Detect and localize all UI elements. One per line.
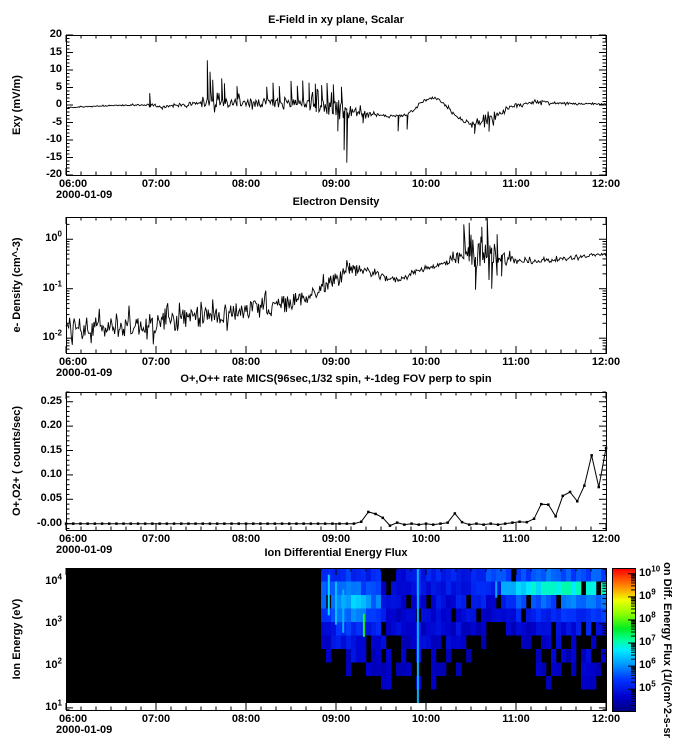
- x-tick-label: 07:00: [141, 178, 171, 190]
- panel-title-efield: E-Field in xy plane, Scalar: [268, 14, 404, 26]
- y-tick-label: $10^1$: [45, 698, 62, 713]
- x-tick-label: 11:00: [502, 713, 530, 725]
- y-axis-label-efield: Exy (mV/m): [11, 75, 23, 135]
- date-label: 2000-01-09: [56, 544, 113, 556]
- x-tick-label: 09:00: [321, 533, 351, 545]
- x-tick-label: 12:00: [591, 356, 621, 368]
- y-tick-label: $10^3$: [45, 614, 62, 629]
- colorbar-label: on Diff. Energy Flux (1/(cm^2-s-sr: [661, 562, 673, 738]
- panel-title-orate: O+,O++ rate MICS(96sec,1/32 spin, +-1deg FOV perp to spin: [180, 373, 492, 385]
- x-tick-label: 07:00: [141, 356, 171, 368]
- x-tick-label: 09:00: [321, 178, 351, 190]
- y-tick-label: -10: [46, 133, 62, 145]
- x-tick-label: 06:00: [59, 533, 88, 545]
- x-tick-label: 06:00: [59, 356, 88, 368]
- y-tick-label: 5: [55, 80, 62, 93]
- x-tick-label: 10:00: [411, 178, 441, 190]
- y-tick-label: 15: [49, 45, 62, 58]
- x-tick-label: 12:00: [591, 178, 621, 190]
- x-tick-label: 12:00: [591, 713, 621, 725]
- y-tick-label: $10^{-1}$: [42, 279, 62, 294]
- y-tick-label: -20: [46, 168, 62, 180]
- x-tick-label: 09:00: [321, 356, 351, 368]
- y-tick-label: 0.25: [40, 394, 62, 407]
- x-tick-label: 12:00: [591, 533, 621, 545]
- y-tick-label: 0.20: [40, 419, 62, 432]
- x-tick-label: 10:00: [411, 713, 441, 725]
- y-tick-label: 0.05: [40, 492, 62, 505]
- y-tick-label: -15: [46, 150, 62, 163]
- x-tick-label: 10:00: [411, 356, 441, 368]
- x-tick-label: 11:00: [502, 533, 530, 545]
- x-tick-label: 06:00: [59, 178, 88, 190]
- x-tick-label: 11:00: [502, 178, 530, 190]
- y-tick-label: 0: [55, 98, 62, 110]
- colorbar-tick-label: $10^9$: [639, 587, 656, 602]
- y-tick-label: $10^4$: [45, 572, 62, 587]
- y-tick-label: $10^{-2}$: [42, 328, 62, 344]
- date-label: 2000-01-09: [56, 189, 113, 201]
- date-label: 2000-01-09: [56, 367, 113, 379]
- y-tick-label: $10^0$: [45, 229, 62, 245]
- panel-title-edensity: Electron Density: [292, 196, 380, 208]
- x-tick-label: 09:00: [321, 713, 351, 725]
- x-tick-label: 08:00: [231, 356, 261, 368]
- y-tick-label: 10: [49, 63, 62, 75]
- y-axis-label-orate: O+,O2+ ( counts/sec): [11, 405, 23, 517]
- colorbar-tick-label: $10^7$: [639, 633, 656, 649]
- date-label: 2000-01-09: [56, 724, 113, 736]
- panel-title-ionflux: Ion Differential Energy Flux: [264, 547, 408, 559]
- x-tick-label: 07:00: [141, 533, 171, 545]
- y-tick-label: -0.00: [36, 516, 62, 529]
- series: [65, 60, 608, 527]
- y-tick-label: 20: [49, 28, 62, 40]
- y-axis-label-ionflux: Ion Energy (eV): [11, 598, 23, 680]
- colorbar-tick-label: $10^{10}$: [639, 564, 661, 579]
- y-tick-label: 0.10: [40, 467, 62, 480]
- y-tick-label: $10^2$: [45, 656, 62, 671]
- x-tick-label: 07:00: [141, 713, 171, 725]
- x-tick-label: 10:00: [411, 533, 441, 545]
- x-tick-label: 06:00: [59, 713, 88, 725]
- y-tick-label: 0.15: [40, 443, 62, 456]
- colorbar-tick-label: $10^8$: [639, 610, 656, 625]
- x-tick-label: 08:00: [231, 178, 261, 190]
- spectrogram: [66, 568, 606, 703]
- x-tick-label: 08:00: [231, 533, 261, 545]
- x-tick-label: 08:00: [231, 713, 261, 725]
- y-axis-label-edensity: e- Density (cm^-3): [11, 237, 23, 333]
- y-tick-label: -5: [52, 115, 62, 128]
- colorbar-tick-label: $10^5$: [639, 679, 656, 695]
- colorbar-tick-label: $10^6$: [639, 656, 656, 672]
- x-tick-label: 11:00: [502, 356, 530, 368]
